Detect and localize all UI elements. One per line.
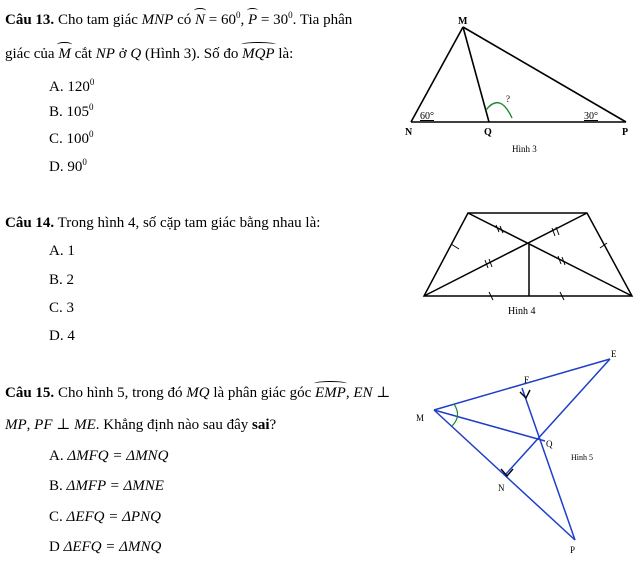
figure-3-caption: Hình 3 <box>512 144 537 154</box>
point-label-n5: N <box>498 483 505 493</box>
angle-unknown-label: ? <box>506 94 510 104</box>
q13-var: Q <box>130 46 142 62</box>
q13-text: ở <box>114 46 131 62</box>
option-value: 100 <box>66 131 90 147</box>
figure-5-caption: Hình 5 <box>571 453 593 462</box>
option-text: ΔEFQ = ΔPNQ <box>66 509 161 525</box>
q13-degree: 0 <box>236 10 241 20</box>
right-angle-f <box>520 390 530 398</box>
option-degree: 0 <box>82 157 87 167</box>
point-label-p: P <box>622 127 629 138</box>
q13-degree: 0 <box>288 10 293 20</box>
option-letter: A. <box>49 79 64 95</box>
q15-var: MP <box>5 417 27 433</box>
segment-en <box>506 359 610 474</box>
option-text: ΔMFQ = ΔMNQ <box>67 448 169 464</box>
q13-text: giác của <box>5 46 59 62</box>
q15-text: , <box>26 417 35 433</box>
q15-bold-word: sai <box>252 417 270 433</box>
option-letter: C. <box>49 300 63 316</box>
q15-text: ⊥ <box>52 417 75 433</box>
q13-text: Cho tam giác <box>54 12 142 28</box>
option-value: 105 <box>66 104 90 120</box>
q13-text: là: <box>274 46 294 62</box>
option-letter: D. <box>49 159 64 175</box>
q14-text: Trong hình 4, số cặp tam giác bằng nhau là: <box>54 215 321 231</box>
option-letter: B. <box>49 104 63 120</box>
option-letter: B. <box>49 272 63 288</box>
option-degree: 0 <box>89 102 94 112</box>
q15-text: là phân giác góc <box>209 385 315 401</box>
point-label-p5: P <box>570 545 576 555</box>
q13-angle-m: M <box>58 46 71 62</box>
q14-label: Câu 14. <box>5 215 55 231</box>
q15-text: Cho hình 5, trong đó <box>54 385 187 401</box>
q15-var: ME <box>74 417 96 433</box>
figure-4-caption: Hình 4 <box>508 306 536 317</box>
option-text: ΔEFQ = ΔMNQ <box>63 539 162 555</box>
q13-text: . Tia phân <box>292 12 353 28</box>
segment-pf <box>522 388 575 540</box>
q13-angle-n: N <box>195 12 206 28</box>
option-value: 4 <box>67 328 75 344</box>
q15-var: PF <box>34 417 53 433</box>
q13-text: = 60 <box>205 12 236 28</box>
option-letter: C. <box>49 131 63 147</box>
option-letter: D. <box>49 328 64 344</box>
angle-label-p: 30° <box>584 111 598 122</box>
option-degree: 0 <box>89 77 95 87</box>
q13-text: (Hình 3). Số đo <box>141 46 243 62</box>
q13-var: NP <box>95 46 115 62</box>
point-label-f: F <box>524 375 530 385</box>
angle-label-n: 60° <box>420 111 434 122</box>
q15-label: Câu 15. <box>5 385 55 401</box>
option-value: 3 <box>66 300 75 316</box>
option-value: 2 <box>66 272 75 288</box>
q15-var: EN <box>353 385 373 401</box>
q15-text: ⊥ <box>372 385 391 401</box>
option-value: 1 <box>67 243 75 259</box>
option-value: 120 <box>67 79 90 95</box>
q15-text: , <box>345 385 354 401</box>
point-label-m: M <box>458 16 468 27</box>
point-label-n: N <box>405 127 413 138</box>
q15-text: ? <box>269 417 277 433</box>
option-letter: B. <box>49 478 63 494</box>
option-letter: A. <box>49 243 64 259</box>
q13-label: Câu 13. <box>5 12 55 28</box>
option-degree: 0 <box>89 129 94 139</box>
option-letter: C. <box>49 509 63 525</box>
point-label-m5: M <box>416 413 425 423</box>
option-letter: A. <box>49 448 64 464</box>
point-label-q5: Q <box>546 439 553 449</box>
point-label-e: E <box>611 349 617 359</box>
segment-me <box>434 359 610 410</box>
q15-var: MQ <box>186 385 210 401</box>
q13-var: MNP <box>141 12 174 28</box>
q13-angle-mqp: MQP <box>242 46 275 62</box>
q15-text: . Khẳng định nào sau đây <box>95 417 252 433</box>
q13-text: = 30 <box>257 12 289 28</box>
q13-angle-p: P <box>248 12 258 28</box>
option-value: 90 <box>67 159 83 175</box>
q13-text: có <box>173 12 196 28</box>
q13-text: cắt <box>70 46 96 62</box>
option-text: ΔMFP = ΔMNE <box>66 478 164 494</box>
q15-angle-emp: EMP <box>314 385 346 401</box>
point-label-q: Q <box>484 127 492 138</box>
q13-text: , <box>240 12 248 28</box>
option-letter: D <box>49 539 60 555</box>
